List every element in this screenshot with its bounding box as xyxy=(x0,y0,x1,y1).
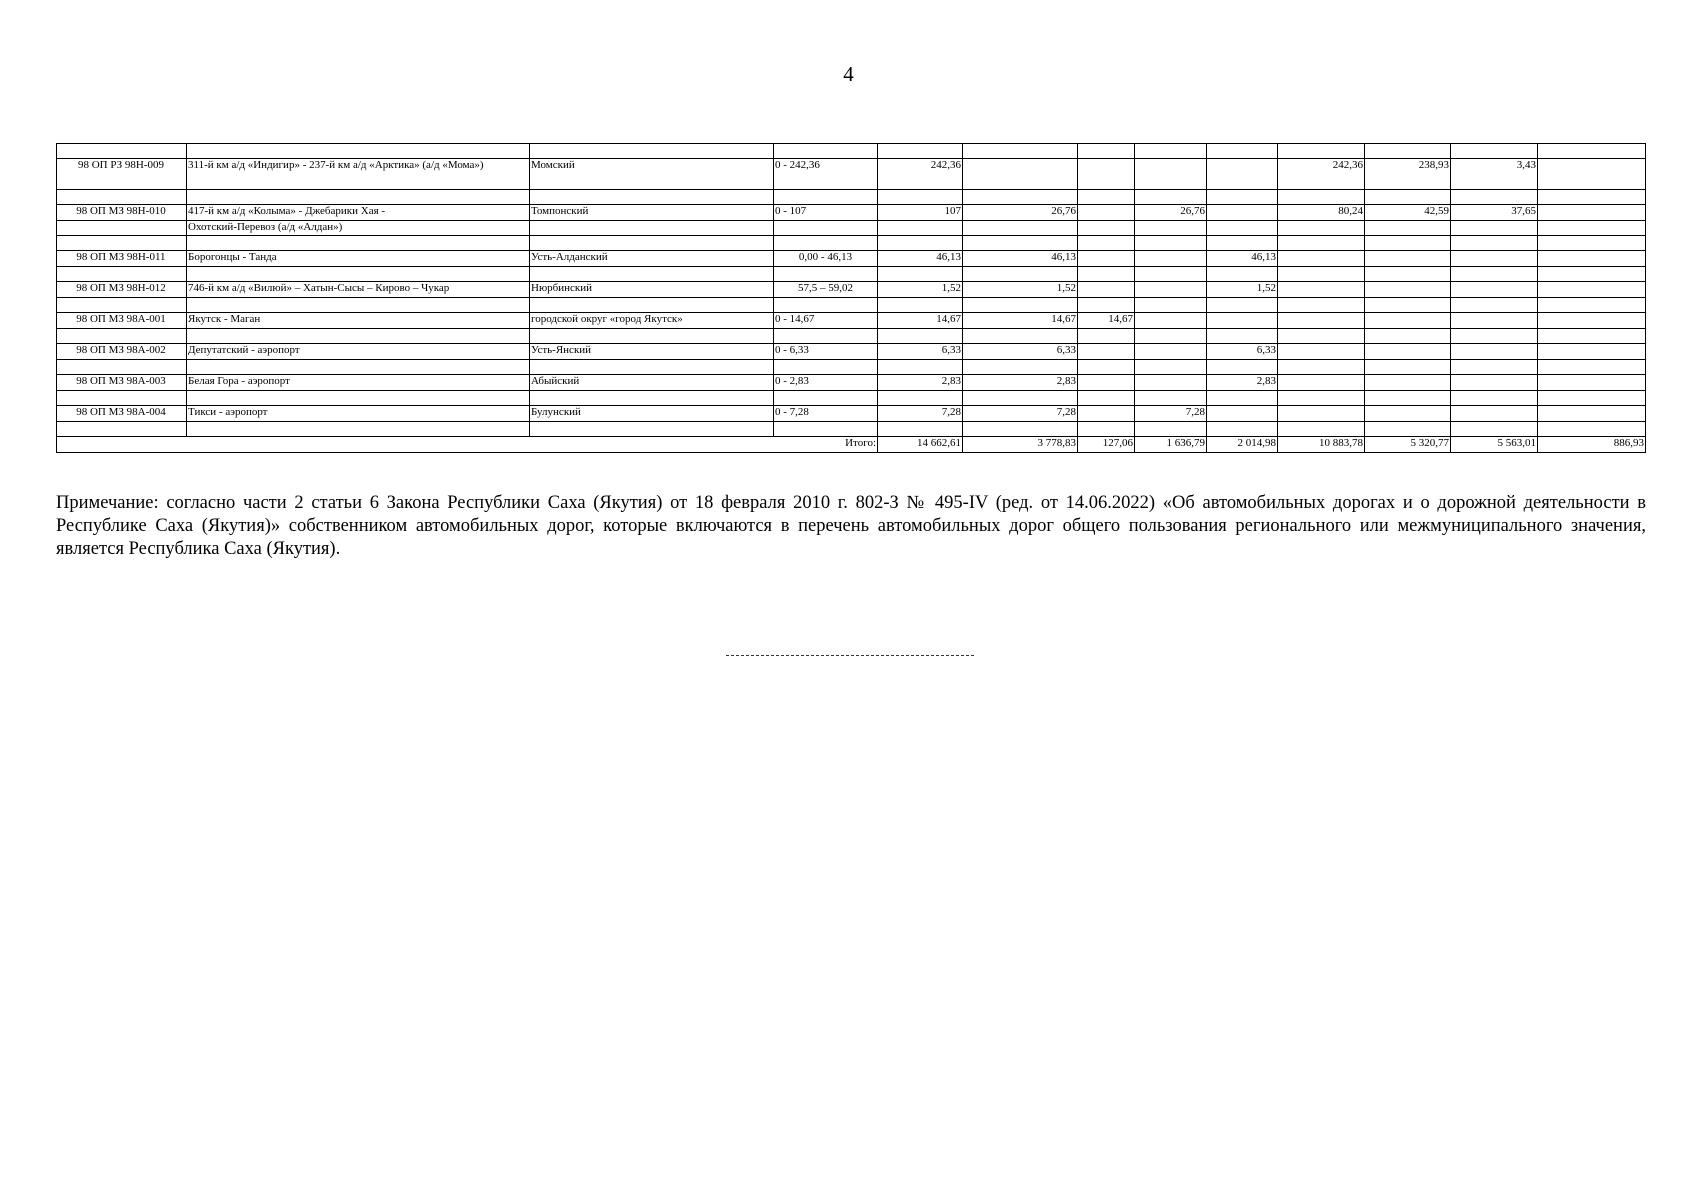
value-cell-c9: 6,33 xyxy=(1207,344,1278,360)
value-cell-c10 xyxy=(1278,344,1365,360)
value-cell-c7 xyxy=(1078,159,1135,190)
district-cell: Момский xyxy=(530,159,774,190)
table-spacer-row xyxy=(57,422,1646,437)
value-cell-c13 xyxy=(1538,251,1646,267)
km-range-cell: 0,00 - 46,13 xyxy=(774,251,878,267)
road-name-cell: Якутск - Маган xyxy=(187,313,530,329)
road-name-cell: Белая Гора - аэропорт xyxy=(187,375,530,391)
km-range-cell: 0 - 2,83 xyxy=(774,375,878,391)
table-cell xyxy=(774,329,878,344)
value-cell-c12: 3,43 xyxy=(1451,159,1538,190)
table-cell xyxy=(878,236,963,251)
value-cell-c11 xyxy=(1365,251,1451,267)
table-cell xyxy=(774,298,878,313)
value-cell-c13 xyxy=(1538,205,1646,221)
table-cell xyxy=(57,190,187,205)
value-cell-c6: 26,76 xyxy=(963,205,1078,221)
table-cell xyxy=(187,298,530,313)
table-cell xyxy=(187,236,530,251)
value-cell-c5: 7,28 xyxy=(878,406,963,422)
table-spacer-row xyxy=(57,190,1646,205)
value-cell-c12 xyxy=(1451,344,1538,360)
value-cell-c12 xyxy=(1451,406,1538,422)
table-cell xyxy=(963,144,1078,159)
table-cell xyxy=(1365,236,1451,251)
total-row xyxy=(57,437,1646,453)
table-cell xyxy=(1538,267,1646,282)
value-cell-c9 xyxy=(1207,159,1278,190)
table-cell xyxy=(1207,422,1278,437)
table-cell xyxy=(1078,391,1135,406)
table-cell xyxy=(1538,422,1646,437)
value-cell-c5: 2,83 xyxy=(878,375,963,391)
table-cell xyxy=(57,298,187,313)
total-value-c10: 10 883,78 xyxy=(1278,437,1365,453)
table-cell xyxy=(530,190,774,205)
table-cell xyxy=(963,298,1078,313)
table-spacer-row xyxy=(57,267,1646,282)
table-cell xyxy=(1078,329,1135,344)
table-cell xyxy=(1078,422,1135,437)
district-cell: Булунский xyxy=(530,406,774,422)
table-cell xyxy=(1135,236,1207,251)
district-cell: Нюрбинский xyxy=(530,282,774,298)
value-cell-c9: 2,83 xyxy=(1207,375,1278,391)
table-cell xyxy=(530,236,774,251)
table-cell xyxy=(1135,144,1207,159)
value-cell-c8: 26,76 xyxy=(1135,205,1207,221)
value-cell-c11 xyxy=(1365,375,1451,391)
total-value-c6: 3 778,83 xyxy=(963,437,1078,453)
road-code-cell: 98 ОП МЗ 98А-004 xyxy=(57,406,187,422)
value-cell-c5: 1,52 xyxy=(878,282,963,298)
table-cell xyxy=(1451,190,1538,205)
table-cell xyxy=(878,422,963,437)
table-spacer-row xyxy=(57,329,1646,344)
value-cell-c10 xyxy=(1278,251,1365,267)
value-cell-c8 xyxy=(1135,344,1207,360)
table-cell xyxy=(1538,329,1646,344)
table-cell xyxy=(1538,236,1646,251)
table-cell xyxy=(57,144,187,159)
table-cell xyxy=(1207,329,1278,344)
table-cell xyxy=(1207,267,1278,282)
value-cell-c10: 242,36 xyxy=(1278,159,1365,190)
value-cell-c9 xyxy=(1207,313,1278,329)
table-cell xyxy=(187,360,530,375)
table-cell xyxy=(1538,221,1646,236)
value-cell-c13 xyxy=(1538,159,1646,190)
table-cell xyxy=(57,221,187,236)
total-value-c11: 5 320,77 xyxy=(1365,437,1451,453)
table-cell xyxy=(187,190,530,205)
table-cell xyxy=(774,267,878,282)
roads-table xyxy=(56,143,1646,453)
value-cell-c7 xyxy=(1078,251,1135,267)
table-cell xyxy=(1135,267,1207,282)
table-cell xyxy=(1207,190,1278,205)
table-cell xyxy=(1278,190,1365,205)
road-name-cell: 417-й км а/д «Колыма» - Джебарики Хая - xyxy=(187,205,530,221)
table-cell xyxy=(1538,360,1646,375)
table-cell xyxy=(774,360,878,375)
table-cell xyxy=(963,329,1078,344)
table-spacer-row xyxy=(57,391,1646,406)
value-cell-c9: 1,52 xyxy=(1207,282,1278,298)
total-value-c9: 2 014,98 xyxy=(1207,437,1278,453)
table-cell xyxy=(187,422,530,437)
table-cell xyxy=(1078,144,1135,159)
value-cell-c13 xyxy=(1538,344,1646,360)
total-label-cell: Итого: xyxy=(57,437,878,453)
value-cell-c12 xyxy=(1451,313,1538,329)
table-spacer-row xyxy=(57,298,1646,313)
table-cell xyxy=(774,236,878,251)
road-name-cell: Депутатский - аэропорт xyxy=(187,344,530,360)
value-cell-c6: 46,13 xyxy=(963,251,1078,267)
table-cell xyxy=(1135,422,1207,437)
table-cell xyxy=(1451,267,1538,282)
table-cell xyxy=(1365,360,1451,375)
district-cell: городской округ «город Якутск» xyxy=(530,313,774,329)
table-cell xyxy=(1207,298,1278,313)
table-cell xyxy=(1278,298,1365,313)
table-cell xyxy=(57,329,187,344)
table-cell xyxy=(1078,190,1135,205)
table-row xyxy=(57,205,1646,221)
table-cell xyxy=(1135,329,1207,344)
value-cell-c5: 14,67 xyxy=(878,313,963,329)
table-cell xyxy=(1078,360,1135,375)
value-cell-c13 xyxy=(1538,406,1646,422)
value-cell-c6: 6,33 xyxy=(963,344,1078,360)
table-cell xyxy=(57,267,187,282)
table-cell xyxy=(1365,298,1451,313)
table-row-continuation xyxy=(57,221,1646,236)
table-cell xyxy=(1135,391,1207,406)
value-cell-c10 xyxy=(1278,313,1365,329)
value-cell-c10 xyxy=(1278,375,1365,391)
road-code-cell: 98 ОП МЗ 98А-001 xyxy=(57,313,187,329)
value-cell-c6 xyxy=(963,159,1078,190)
value-cell-c8 xyxy=(1135,159,1207,190)
table-cell xyxy=(1365,221,1451,236)
total-value-c5: 14 662,61 xyxy=(878,437,963,453)
value-cell-c11 xyxy=(1365,282,1451,298)
table-spacer-row xyxy=(57,236,1646,251)
table-cell xyxy=(963,360,1078,375)
table-row xyxy=(57,159,1646,190)
road-code-cell: 98 ОП МЗ 98А-003 xyxy=(57,375,187,391)
table-cell xyxy=(1207,221,1278,236)
value-cell-c7 xyxy=(1078,344,1135,360)
value-cell-c6: 1,52 xyxy=(963,282,1078,298)
road-code-cell: 98 ОП МЗ 98Н-010 xyxy=(57,205,187,221)
table-cell xyxy=(963,391,1078,406)
total-value-c8: 1 636,79 xyxy=(1135,437,1207,453)
table-cell xyxy=(1451,391,1538,406)
table-cell xyxy=(1135,190,1207,205)
value-cell-c8 xyxy=(1135,313,1207,329)
table-cell xyxy=(530,329,774,344)
table-cell xyxy=(1207,236,1278,251)
table-cell xyxy=(187,391,530,406)
table-cell xyxy=(878,267,963,282)
district-cell: Усть-Янский xyxy=(530,344,774,360)
value-cell-c10: 80,24 xyxy=(1278,205,1365,221)
table-cell xyxy=(1365,329,1451,344)
table-cell xyxy=(1207,144,1278,159)
table-row xyxy=(57,282,1646,298)
km-range-cell: 57,5 – 59,02 xyxy=(774,282,878,298)
value-cell-c7 xyxy=(1078,375,1135,391)
value-cell-c7 xyxy=(1078,406,1135,422)
value-cell-c9 xyxy=(1207,205,1278,221)
table-spacer-row xyxy=(57,144,1646,159)
value-cell-c7: 14,67 xyxy=(1078,313,1135,329)
table-cell xyxy=(1365,190,1451,205)
table-cell xyxy=(187,267,530,282)
table-cell xyxy=(1538,190,1646,205)
district-cell: Усть-Алданский xyxy=(530,251,774,267)
value-cell-c7 xyxy=(1078,282,1135,298)
table-cell xyxy=(57,422,187,437)
value-cell-c10 xyxy=(1278,406,1365,422)
table-cell xyxy=(774,422,878,437)
table-cell xyxy=(530,391,774,406)
table-cell xyxy=(963,236,1078,251)
table-cell xyxy=(774,144,878,159)
table-cell xyxy=(1278,221,1365,236)
km-range-cell: 0 - 14,67 xyxy=(774,313,878,329)
road-code-cell: 98 ОП МЗ 98Н-012 xyxy=(57,282,187,298)
table-cell xyxy=(530,298,774,313)
km-range-cell: 0 - 107 xyxy=(774,205,878,221)
table-cell xyxy=(1451,236,1538,251)
table-cell xyxy=(1278,329,1365,344)
table-cell xyxy=(1135,360,1207,375)
end-separator-line xyxy=(726,655,974,656)
table-cell xyxy=(1365,144,1451,159)
table-spacer-row xyxy=(57,360,1646,375)
value-cell-c5: 107 xyxy=(878,205,963,221)
value-cell-c6: 7,28 xyxy=(963,406,1078,422)
table-cell xyxy=(878,329,963,344)
value-cell-c11: 42,59 xyxy=(1365,205,1451,221)
table-cell xyxy=(774,391,878,406)
table-row xyxy=(57,406,1646,422)
road-name-cell: 311-й км а/д «Индигир» - 237-й км а/д «Арктика» (а/д «Мома») xyxy=(187,159,530,190)
table-cell xyxy=(1278,360,1365,375)
value-cell-c13 xyxy=(1538,313,1646,329)
value-cell-c11: 238,93 xyxy=(1365,159,1451,190)
table-cell xyxy=(187,144,530,159)
district-cell: Томпонский xyxy=(530,205,774,221)
value-cell-c13 xyxy=(1538,375,1646,391)
table-cell xyxy=(1278,267,1365,282)
km-range-cell: 0 - 6,33 xyxy=(774,344,878,360)
table-cell xyxy=(963,422,1078,437)
value-cell-c10 xyxy=(1278,282,1365,298)
table-cell xyxy=(1278,236,1365,251)
table-cell xyxy=(57,391,187,406)
table-cell xyxy=(1451,422,1538,437)
table-cell xyxy=(1078,221,1135,236)
table-cell xyxy=(1078,298,1135,313)
table-cell xyxy=(878,360,963,375)
road-code-cell: 98 ОП МЗ 98Н-011 xyxy=(57,251,187,267)
district-cell: Абыйский xyxy=(530,375,774,391)
table-cell xyxy=(530,144,774,159)
value-cell-c8 xyxy=(1135,375,1207,391)
table-row xyxy=(57,313,1646,329)
value-cell-c11 xyxy=(1365,344,1451,360)
table-cell xyxy=(530,221,774,236)
table-row xyxy=(57,251,1646,267)
table-row xyxy=(57,344,1646,360)
table-cell xyxy=(1278,422,1365,437)
page-number: 4 xyxy=(843,62,854,86)
table-cell xyxy=(530,267,774,282)
table-cell xyxy=(1135,298,1207,313)
value-cell-c9: 46,13 xyxy=(1207,251,1278,267)
value-cell-c13 xyxy=(1538,282,1646,298)
note-text: Примечание: согласно части 2 статьи 6 Закона Республики Саха (Якутия) от 18 февраля 2010 г. 802-З № 495-IV (ред. от 14.06.2022) «Об автомобильных дорогах и о дорожной деятельности в Республике Саха (Якутия)» собственником автомобильных дорог, которые включаются в перечень автомобильных дорог общего пользования регионального или межмуниципального значения, является Республика Саха (Якутия). xyxy=(56,493,1646,559)
table-cell xyxy=(530,422,774,437)
value-cell-c11 xyxy=(1365,313,1451,329)
table-cell xyxy=(1078,236,1135,251)
table-cell xyxy=(1451,329,1538,344)
table-cell xyxy=(963,267,1078,282)
value-cell-c6: 2,83 xyxy=(963,375,1078,391)
table-cell xyxy=(963,190,1078,205)
value-cell-c12: 37,65 xyxy=(1451,205,1538,221)
value-cell-c8 xyxy=(1135,251,1207,267)
value-cell-c12 xyxy=(1451,251,1538,267)
total-value-c12: 5 563,01 xyxy=(1451,437,1538,453)
table-cell xyxy=(1278,144,1365,159)
table-cell xyxy=(878,144,963,159)
table-row xyxy=(57,375,1646,391)
table-cell xyxy=(1538,144,1646,159)
road-name-cell: Тикси - аэропорт xyxy=(187,406,530,422)
km-range-cell: 0 - 7,28 xyxy=(774,406,878,422)
table-cell xyxy=(1365,422,1451,437)
table-cell xyxy=(1451,360,1538,375)
table-cell xyxy=(1538,298,1646,313)
table-cell xyxy=(963,221,1078,236)
table-cell xyxy=(1365,267,1451,282)
value-cell-c6: 14,67 xyxy=(963,313,1078,329)
total-value-c7: 127,06 xyxy=(1078,437,1135,453)
table-cell xyxy=(774,190,878,205)
road-name-continuation-cell: Охотский-Перевоз (а/д «Алдан») xyxy=(187,221,530,236)
value-cell-c5: 242,36 xyxy=(878,159,963,190)
road-code-cell: 98 ОП РЗ 98Н-009 xyxy=(57,159,187,190)
total-value-c13: 886,93 xyxy=(1538,437,1646,453)
table-cell xyxy=(878,298,963,313)
table-cell xyxy=(878,221,963,236)
table-cell xyxy=(878,190,963,205)
table-cell xyxy=(1278,391,1365,406)
table-cell xyxy=(1135,221,1207,236)
table-cell xyxy=(1207,391,1278,406)
value-cell-c5: 46,13 xyxy=(878,251,963,267)
road-code-cell: 98 ОП МЗ 98А-002 xyxy=(57,344,187,360)
table-cell xyxy=(774,221,878,236)
table-cell xyxy=(187,329,530,344)
road-name-cell: 746-й км а/д «Вилюй» – Хатын-Сысы – Кирово – Чукар xyxy=(187,282,530,298)
value-cell-c12 xyxy=(1451,375,1538,391)
table-cell xyxy=(1451,298,1538,313)
table-cell xyxy=(1207,360,1278,375)
table-cell xyxy=(57,236,187,251)
value-cell-c8 xyxy=(1135,282,1207,298)
km-range-cell: 0 - 242,36 xyxy=(774,159,878,190)
table-cell xyxy=(1078,267,1135,282)
value-cell-c7 xyxy=(1078,205,1135,221)
table-cell xyxy=(1451,221,1538,236)
table-cell xyxy=(878,391,963,406)
table-cell xyxy=(530,360,774,375)
table-cell xyxy=(1451,144,1538,159)
value-cell-c11 xyxy=(1365,406,1451,422)
value-cell-c5: 6,33 xyxy=(878,344,963,360)
value-cell-c9 xyxy=(1207,406,1278,422)
value-cell-c12 xyxy=(1451,282,1538,298)
value-cell-c8: 7,28 xyxy=(1135,406,1207,422)
table-cell xyxy=(1538,391,1646,406)
table-cell xyxy=(57,360,187,375)
road-name-cell: Борогонцы - Танда xyxy=(187,251,530,267)
table-cell xyxy=(1365,391,1451,406)
